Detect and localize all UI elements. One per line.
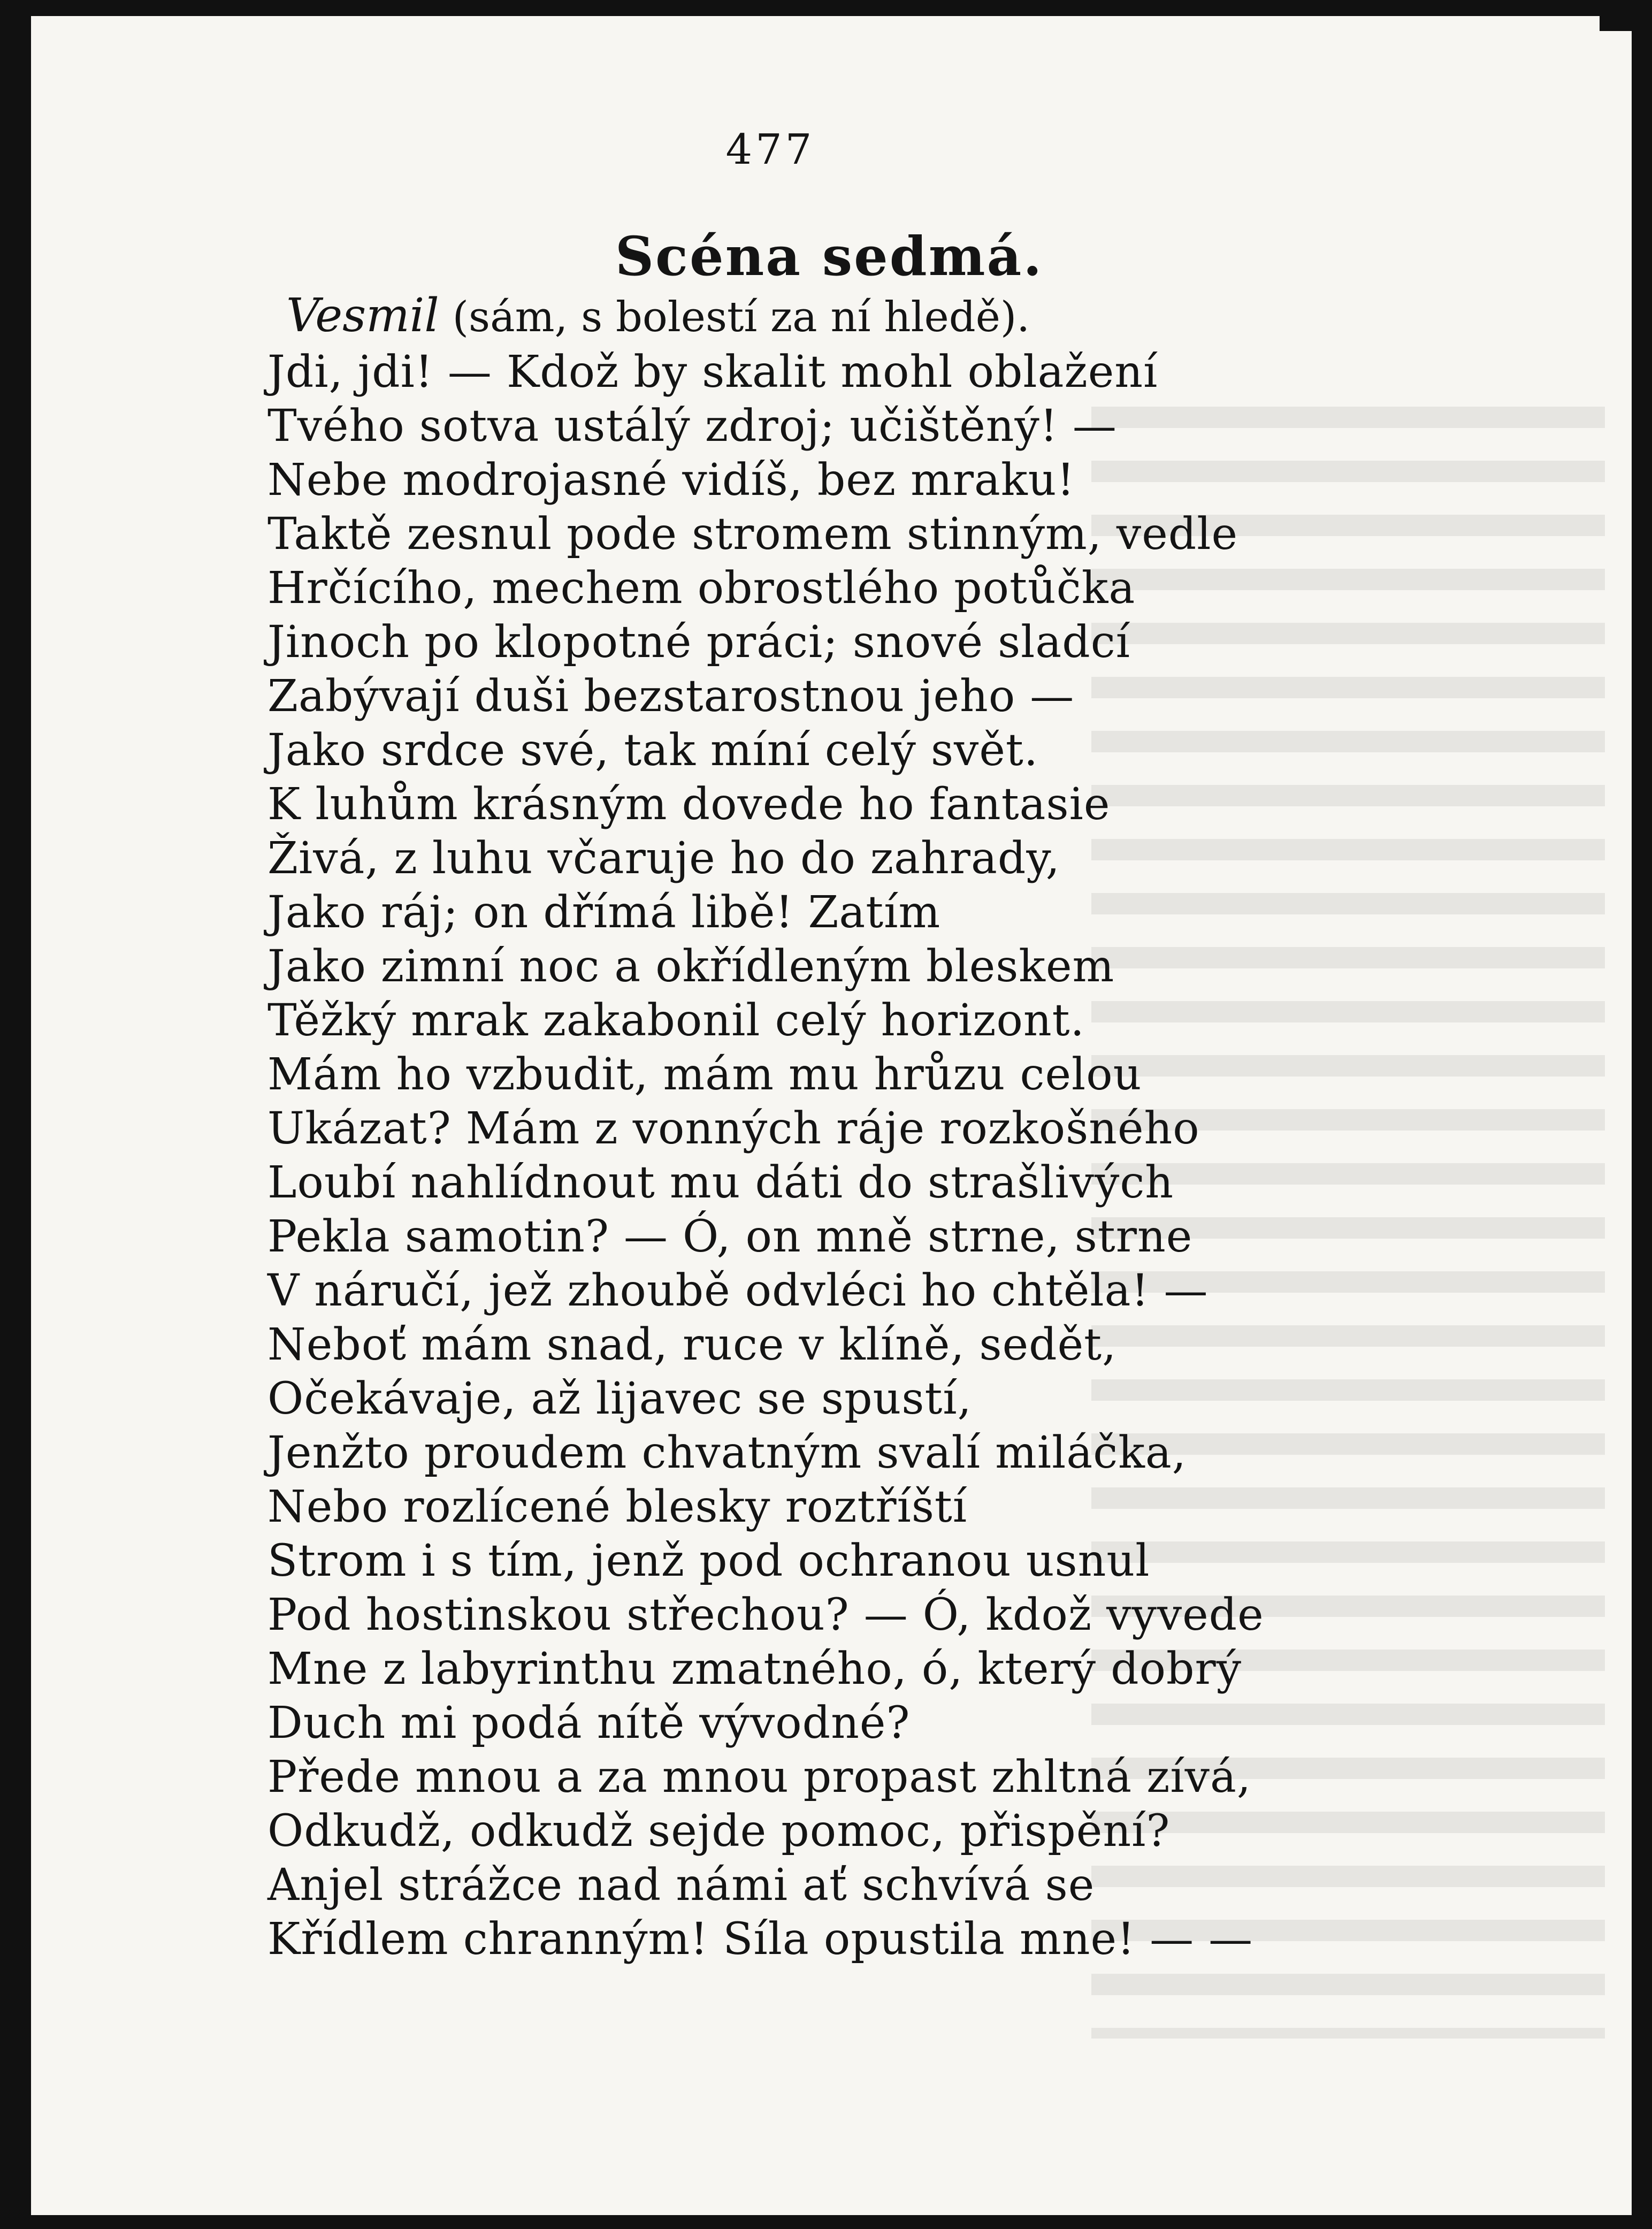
scan-corner-mark — [1600, 0, 1632, 31]
verse-line: Loubí nahlídnout mu dáti do strašlivých — [267, 1157, 1174, 1208]
scan-border-top — [0, 0, 1652, 16]
verse-line: Hrčícího, mechem obrostlého potůčka — [267, 563, 1136, 614]
verse-line: Jako zimní noc a okřídleným bleskem — [267, 941, 1115, 992]
verse-line: Taktě zesnul pode stromem stinným, vedle — [267, 509, 1238, 560]
speaker-name: Vesmil — [286, 289, 439, 342]
verse-line: Tvého sotva ustálý zdroj; učištěný! — — [267, 401, 1117, 452]
verse-line: Jako ráj; on dřímá libě! Zatím — [267, 887, 941, 938]
verse-line: Mám ho vzbudit, mám mu hrůzu celou — [267, 1049, 1142, 1100]
verse-line: Pekla samotin? — Ó, on mně strne, strne — [267, 1211, 1193, 1262]
verse-line: Odkudž, odkudž sejde pomoc, přispění? — [267, 1806, 1171, 1857]
stage-direction — [286, 289, 1030, 342]
verse-line: V náručí, jež zhoubě odvléci ho chtěla! — — [267, 1265, 1209, 1316]
verse-line: Jako srdce své, tak míní celý svět. — [267, 725, 1038, 776]
verse-line: K luhům krásným dovede ho fantasie — [267, 779, 1111, 830]
verse-line: Duch mi podá nítě vývodné? — [267, 1698, 911, 1749]
verse-line: Jinoch po klopotné práci; snové sladcí — [267, 617, 1130, 668]
verse-line: Zabývají duši bezstarostnou jeho — — [267, 671, 1075, 722]
verse-line: Živá, z luhu včaruje ho do zahrady, — [267, 833, 1060, 884]
verse-line: Jenžto proudem chvatným svalí miláčka, — [267, 1428, 1187, 1478]
verse-line: Strom i s tím, jenž pod ochranou usnul — [267, 1536, 1150, 1586]
page-number: 477 — [725, 126, 815, 174]
scan-border-right — [1632, 0, 1652, 2229]
verse-line: Anjel strážce nad námi ať schvívá se — [267, 1860, 1095, 1911]
verse-line: Jdi, jdi! — Kdož by skalit mohl oblažení — [267, 347, 1158, 398]
verse-line: Těžký mrak zakabonil celý horizont. — [267, 995, 1085, 1046]
verse-line: Přede mnou a za mnou propast zhltná zívá, — [267, 1752, 1251, 1803]
verse-line: Ukázat? Mám z vonných ráje rozkošného — [267, 1103, 1200, 1154]
verse-line: Očekávaje, až lijavec se spustí, — [267, 1373, 972, 1424]
verse-block — [267, 345, 1264, 1966]
verse-line: Mne z labyrinthu zmatného, ó, který dobrý — [267, 1644, 1242, 1694]
scan-border-bottom — [0, 2215, 1652, 2229]
verse-line: Křídlem chranným! Síla opustila mne! — — — [267, 1914, 1253, 1965]
verse-line: Pod hostinskou střechou? — Ó, kdož vyvede — [267, 1590, 1264, 1640]
verse-line: Neboť mám snad, ruce v klíně, sedět, — [267, 1319, 1117, 1370]
scan-border-left — [0, 0, 31, 2229]
verse-line: Nebe modrojasné vidíš, bez mraku! — [267, 455, 1075, 506]
scene-title: Scéna sedmá. — [615, 225, 1044, 288]
direction-text: (sám, s bolestí za ní hledě). — [452, 293, 1030, 341]
verse-line: Nebo rozlícené blesky roztříští — [267, 1482, 968, 1532]
